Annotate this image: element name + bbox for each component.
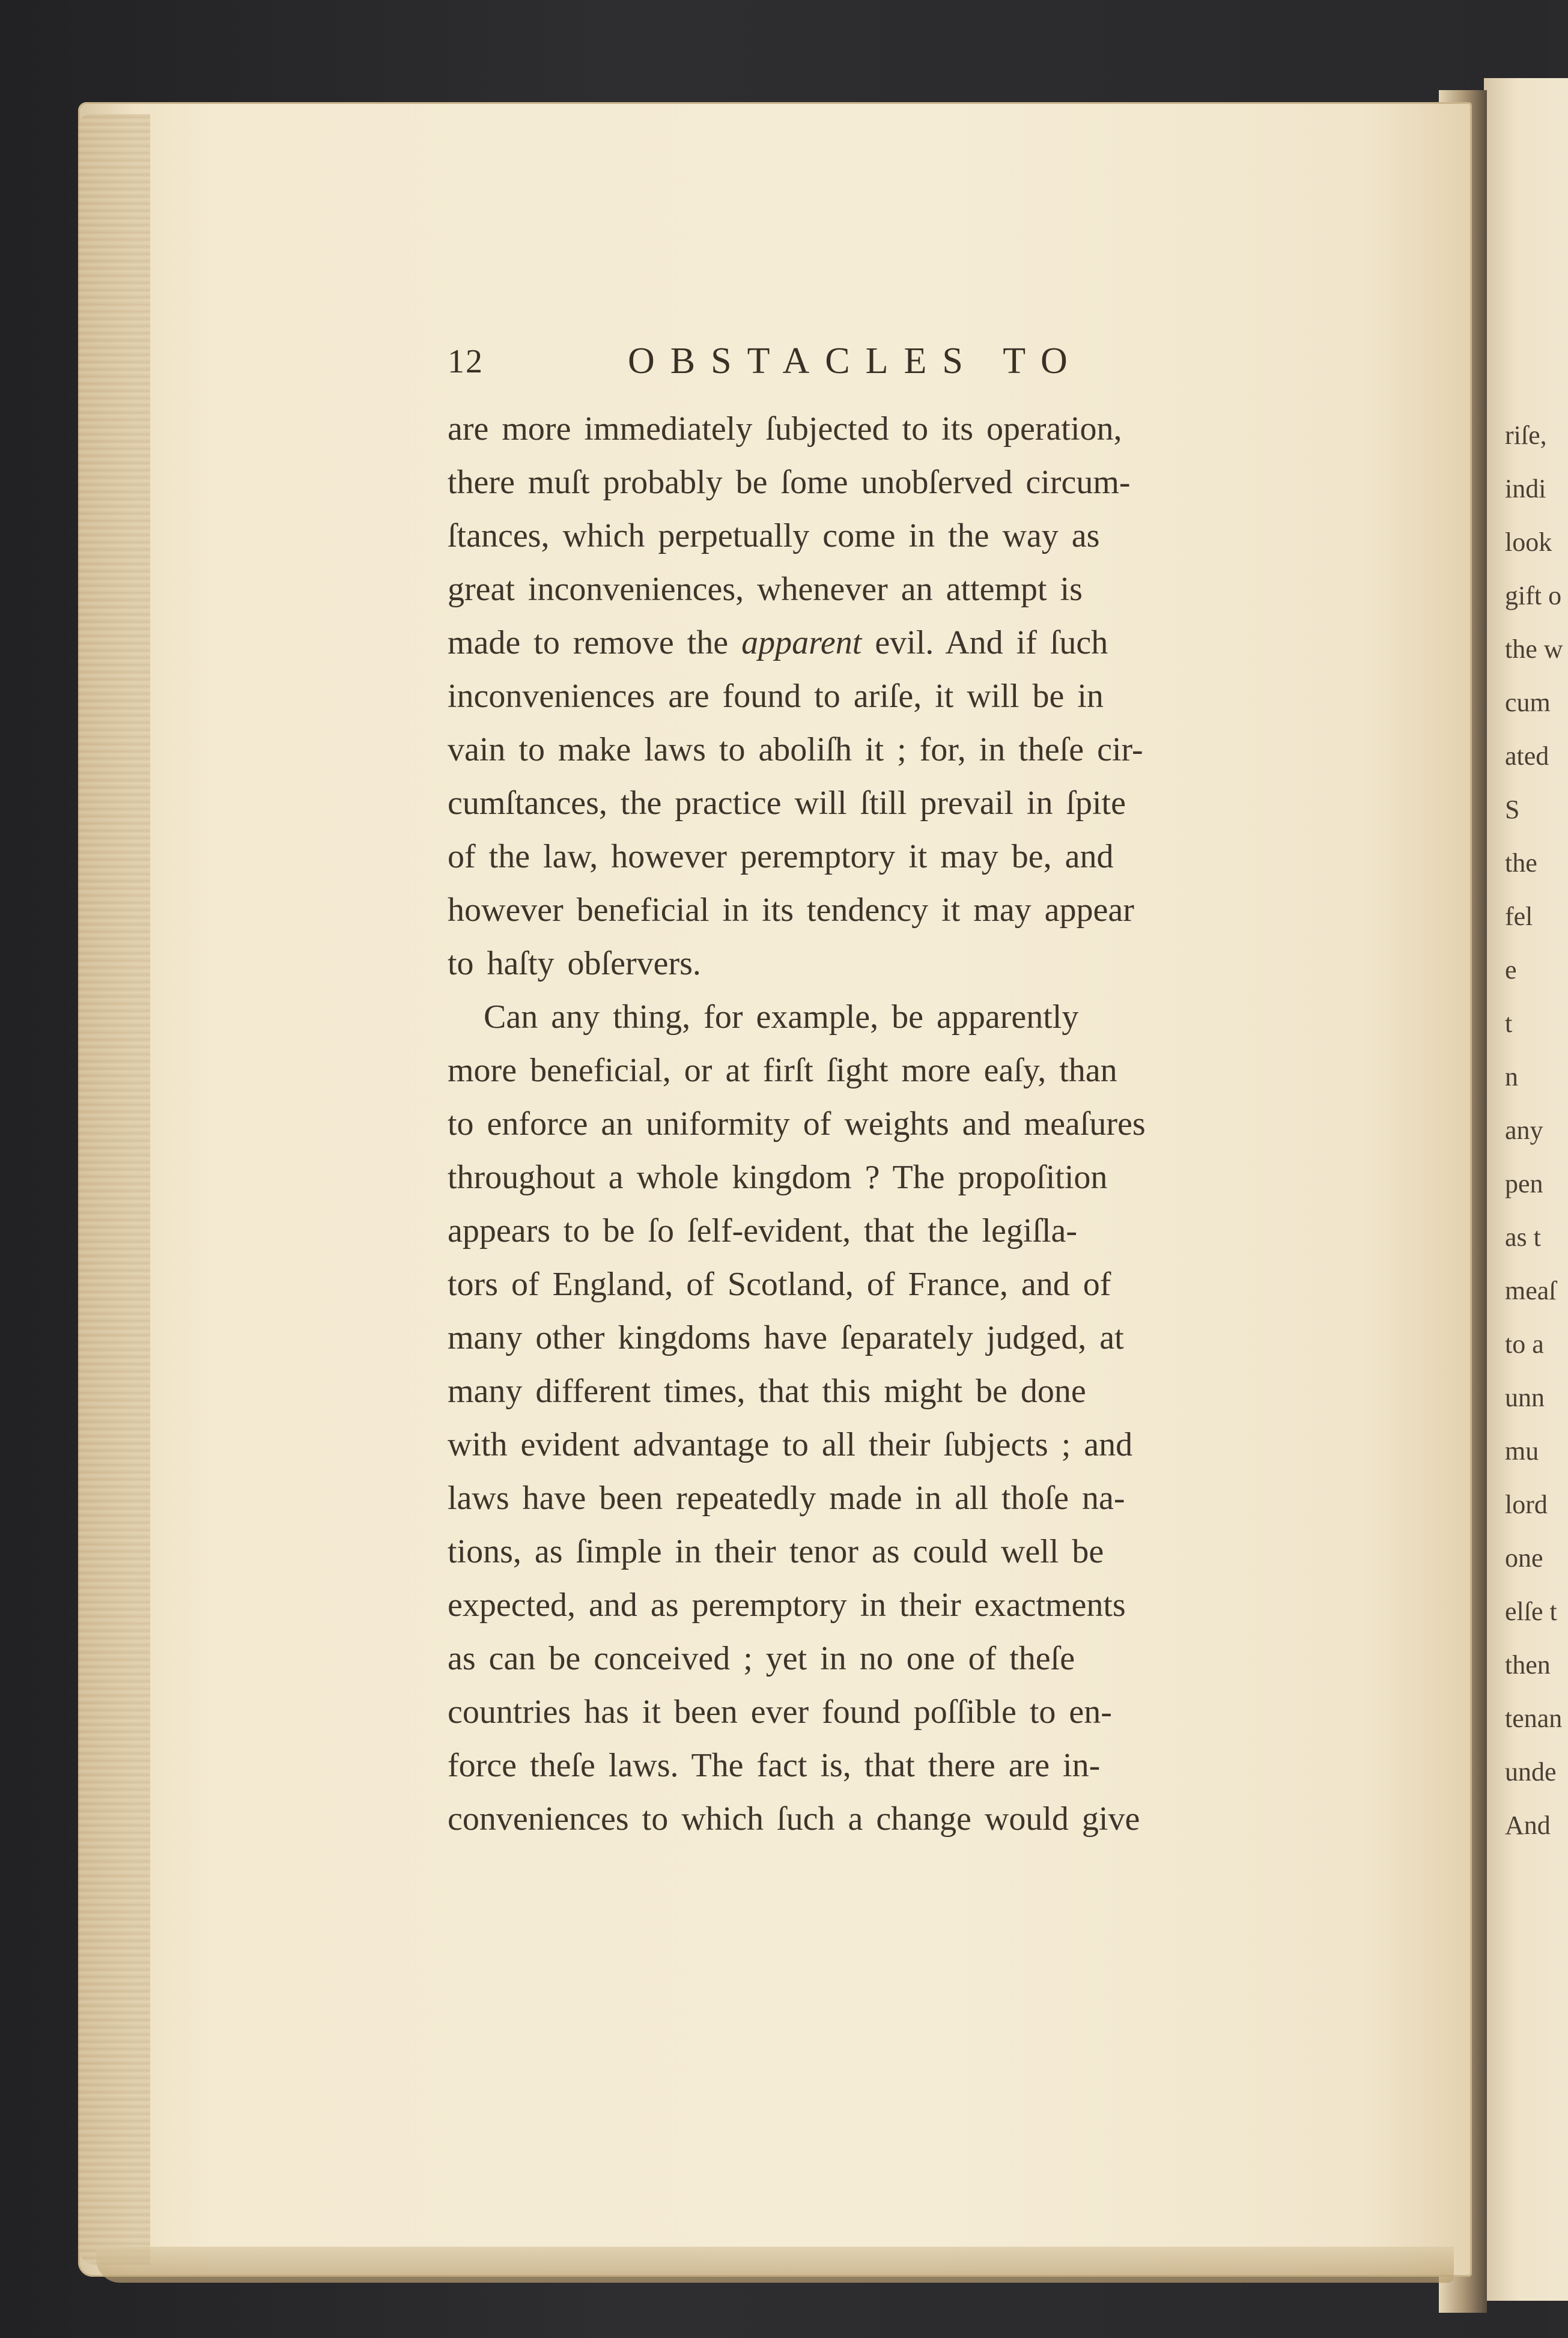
text-line-with-italic [448, 616, 1253, 670]
text-line: expected, and as peremptory in their exactments [448, 1586, 1126, 1624]
facing-line: mu [1505, 1436, 1539, 1466]
facing-line: to a [1505, 1329, 1544, 1359]
facing-line: gift o [1505, 581, 1562, 610]
facing-line: one [1505, 1543, 1543, 1573]
text-line: there muſt probably be ſome unobſerved circum- [448, 464, 1131, 501]
text-line: laws have been repeatedly made in all thoſe na- [448, 1480, 1125, 1517]
facing-line: cum [1505, 688, 1551, 717]
page-fore-edge [78, 114, 150, 2265]
page-number: 12 [448, 343, 484, 380]
text-line: force theſe laws. The fact is, that there are in- [448, 1747, 1101, 1784]
text-line: many other kingdoms have ſeparately judged, at [448, 1319, 1124, 1356]
facing-line: n [1505, 1062, 1518, 1092]
text-line: cumſtances, the practice will ſtill prevail in ſpite [448, 785, 1126, 822]
facing-line: lord [1505, 1490, 1548, 1519]
facing-line: the [1505, 848, 1537, 878]
facing-line: e [1505, 955, 1517, 985]
facing-line: as t [1505, 1222, 1541, 1252]
facing-line: any [1505, 1116, 1543, 1145]
text-line: however beneficial in its tendency it may appear [448, 891, 1134, 929]
facing-line: S [1505, 795, 1520, 824]
body-text [448, 402, 1253, 1846]
facing-line: the w [1505, 634, 1563, 664]
text-line: to haſty obſervers. [448, 945, 701, 982]
facing-line: meaſ [1505, 1276, 1557, 1305]
facing-line: ated [1505, 741, 1549, 771]
page-content [448, 336, 1253, 1846]
facing-page-text [1505, 408, 1563, 1910]
facing-line: pen [1505, 1169, 1543, 1198]
text-segment: made to remove the [448, 624, 729, 661]
facing-line: unn [1505, 1383, 1545, 1412]
facing-line: And [1505, 1811, 1551, 1840]
text-line-paragraph-start: Can any thing, for example, be apparently [484, 998, 1079, 1036]
facing-line: fel [1505, 902, 1533, 931]
text-line: as can be conceived ; yet in no one of theſe [448, 1640, 1075, 1677]
text-line: are more immediately ſubjected to its operation, [448, 410, 1122, 448]
text-line: of the law, however peremptory it may be, and [448, 838, 1114, 875]
text-line: vain to make laws to aboliſh it ; for, in theſe cir- [448, 731, 1143, 768]
text-line: inconveniences are found to ariſe, it will be in [448, 678, 1104, 715]
text-line: appears to be ſo ſelf-evident, that the legiſla- [448, 1212, 1078, 1249]
text-line: great inconveniences, whenever an attempt is [448, 571, 1083, 608]
text-line: tions, as ſimple in their tenor as could well be [448, 1533, 1104, 1570]
facing-line: elſe t [1505, 1597, 1557, 1626]
text-line: many different times, that this might be done [448, 1373, 1086, 1410]
running-title: OBSTACLES TO [628, 341, 1083, 381]
facing-line: indi [1505, 474, 1546, 503]
text-line: tors of England, of Scotland, of France, and of [448, 1266, 1111, 1303]
text-line: throughout a whole kingdom ? The propoſition [448, 1159, 1108, 1196]
text-line: countries has it been ever found poſſible to en- [448, 1693, 1112, 1731]
facing-line: tenan [1505, 1704, 1563, 1733]
facing-line: riſe, [1505, 421, 1547, 450]
text-line: more beneficial, or at firſt ſight more eaſy, than [448, 1052, 1117, 1089]
page-bottom-edge [96, 2247, 1454, 2283]
text-line: with evident advantage to all their ſubjects ; and [448, 1426, 1133, 1463]
facing-line: then [1505, 1650, 1551, 1680]
facing-line: look [1505, 527, 1552, 557]
running-head [448, 336, 1253, 402]
text-line: to enforce an uniformity of weights and meaſures [448, 1105, 1146, 1143]
italic-word: apparent [741, 624, 862, 661]
text-segment: evil. And if ſuch [875, 624, 1108, 661]
text-line: conveniences to which ſuch a change would give [448, 1800, 1140, 1838]
facing-line: t [1505, 1009, 1513, 1038]
text-line: ſtances, which perpetually come in the way as [448, 517, 1100, 554]
facing-line: unde [1505, 1757, 1557, 1787]
